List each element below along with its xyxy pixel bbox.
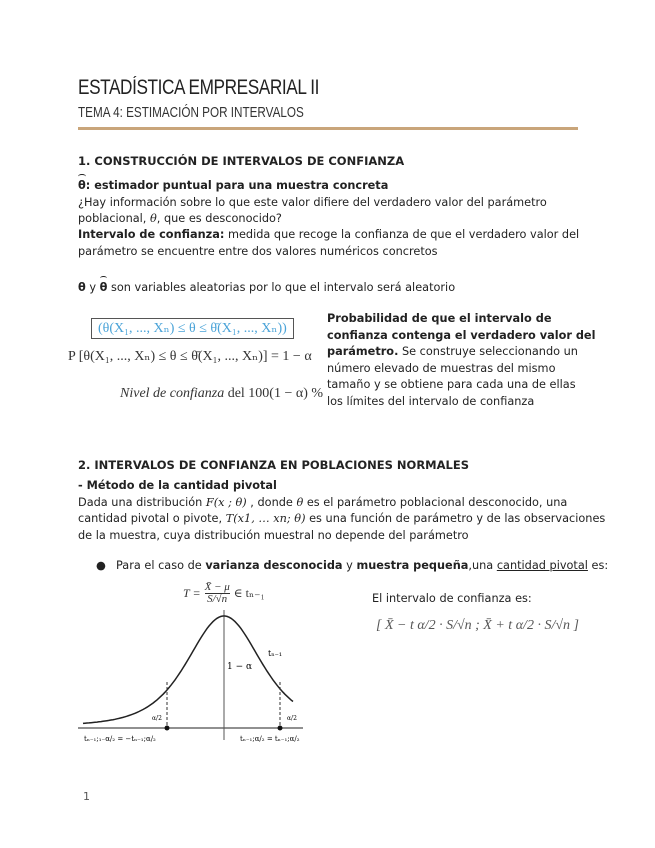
ci-definition-line-2: parámetro se encuentre entre dos valores numéricos concretos (78, 245, 438, 258)
text: es una función de parámetro y de las observaciones (305, 512, 606, 525)
curve-label: tₙ₋₁ (268, 649, 283, 658)
document-subtitle: TEMA 4: ESTIMACIÓN POR INTERVALOS (78, 104, 304, 121)
text: T = (183, 586, 201, 600)
estimator-definition (78, 178, 388, 195)
text: Nivel de confianza (120, 386, 225, 401)
right-axis-label: tₙ₋₁;α/₂ = tₙ₋₁;α/₂ (240, 735, 300, 743)
header-divider (78, 127, 578, 130)
bullet-item (96, 558, 608, 575)
pivotal-line-1 (78, 495, 567, 512)
pivotal-line-3: de la muestra, cuya distribución muestral no depende del parámetro (78, 529, 469, 542)
text: y (342, 559, 357, 572)
theta-hat-symbol: θ (78, 178, 86, 195)
numerator: X̄ − μ (204, 581, 230, 593)
section-1-heading: 1. CONSTRUCCIÓN DE INTERVALOS DE CONFIANZA (78, 154, 405, 168)
text: cantidad pivotal o pivote, (78, 512, 226, 525)
math: θ (296, 496, 304, 509)
t-distribution-chart (78, 600, 308, 750)
probability-formula: P [θ(X₁, ..., Xₙ) ≤ θ ≤ θ̄(X₁, ..., Xₙ)] = 1 − α (68, 349, 312, 364)
page-number: 1 (83, 790, 90, 803)
text: poblacional, (78, 212, 150, 225)
right-tail-label: α/2 (287, 715, 297, 722)
bullet-icon: ● (96, 559, 106, 572)
text: muestra pequeña (356, 559, 469, 572)
text: cantidad pivotal (496, 559, 588, 572)
left-axis-label: tₙ₋₁;₁₋α/₂ = −tₙ₋₁;α/₂ (84, 735, 156, 743)
denominator: S/√n (207, 593, 228, 605)
text: Probabilidad de que el intervalo de (327, 312, 552, 325)
pivotal-method-heading: - Método de la cantidad pivotal (78, 479, 277, 492)
ci-intro: El intervalo de confianza es: (372, 592, 532, 605)
math: F(x ; θ) (205, 496, 247, 509)
text: medida que recoge la confianza de que el verdadero valor del (224, 228, 580, 241)
document-title: ESTADÍSTICA EMPRESARIAL II (78, 76, 320, 99)
text: , donde (246, 496, 297, 509)
left-critical-point (165, 726, 170, 731)
text: parámetro. (327, 345, 399, 358)
text: tamaño y se obtiene para cada una de ellas (327, 378, 576, 391)
theta-symbol: θ (149, 212, 157, 225)
random-variables-note (78, 280, 455, 297)
density-curve (83, 616, 293, 723)
center-area-label: 1 − α (227, 662, 253, 672)
text: es: (587, 559, 609, 572)
right-critical-point (278, 726, 283, 731)
ci-definition-line-1 (78, 227, 579, 244)
text: Para el caso de (116, 559, 206, 572)
text: y (85, 281, 100, 294)
left-tail-label: α/2 (152, 715, 162, 722)
text: varianza desconocida (205, 559, 343, 572)
text: ∈ tₙ₋₁ (233, 586, 265, 600)
text: Dada una distribución (78, 496, 206, 509)
section-2-heading: 2. INTERVALOS DE CONFIANZA EN POBLACIONES NORMALES (78, 458, 469, 472)
question-line-2 (78, 211, 282, 228)
text: del 100(1 − α) % (224, 386, 324, 401)
text: , que es desconocido? (156, 212, 282, 225)
theta-symbol: θ (78, 281, 86, 294)
confidence-level-formula (120, 386, 323, 402)
text: ,una (468, 559, 497, 572)
ci-term: Intervalo de confianza: (78, 228, 225, 241)
text: confianza contenga el verdadero valor del (327, 328, 596, 342)
theta-hat-symbol: θ (100, 280, 108, 297)
text: Se construye seleccionando un (398, 345, 578, 358)
text: número elevado de muestras del mismo (327, 361, 556, 375)
probability-explanation (327, 311, 595, 410)
interval-formula-box: (θ(X₁, ..., Xₙ) ≤ θ ≤ θ̄(X₁, ..., Xₙ)) (91, 318, 294, 339)
question-line-1: ¿Hay información sobre lo que este valor difiere del verdadero valor del parámetro (78, 196, 547, 209)
math: T(x1, … xn; θ) (225, 512, 306, 525)
text: los límites del intervalo de confianza (327, 394, 535, 408)
text: es el parámetro poblacional desconocido, una (303, 496, 568, 509)
text: son variables aleatorias por lo que el intervalo será aleatorio (107, 281, 456, 294)
estimator-label: : estimador puntual para una muestra concreta (85, 179, 389, 192)
pivotal-line-2 (78, 511, 605, 528)
ci-formula: [ X̄ − t α/2 · S/√n ; X̄ + t α/2 · S/√n ] (376, 618, 579, 633)
